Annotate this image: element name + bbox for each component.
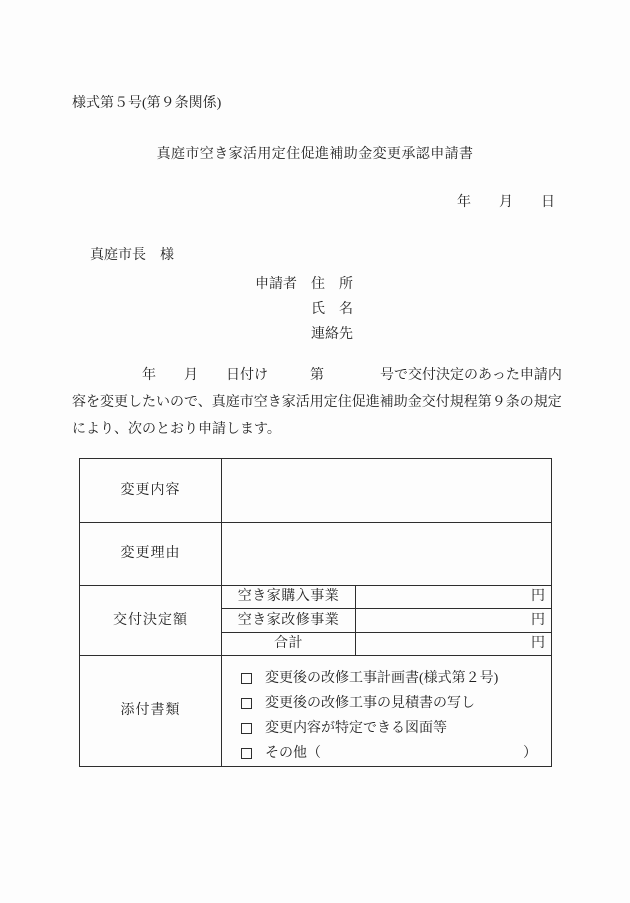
applicant-address-row <box>255 272 353 297</box>
attachment-other-close-paren: ） <box>523 745 537 761</box>
applicant-contact-field: 連絡先 <box>311 326 353 342</box>
grant-row-purchase <box>222 586 551 608</box>
application-table <box>79 458 552 767</box>
grant-decision-subtable <box>222 586 551 655</box>
applicant-contact-row <box>255 322 353 347</box>
applicant-name-row <box>255 297 353 322</box>
attachment-item-row <box>241 716 539 741</box>
table-row-change-content <box>80 459 551 522</box>
grant-item-total-label: 合計 <box>222 633 356 655</box>
checkbox-icon[interactable] <box>241 723 252 734</box>
applicant-section <box>255 272 353 347</box>
applicant-name-field: 氏 名 <box>311 301 353 317</box>
yen-unit-label: 円 <box>531 612 545 628</box>
grant-purchase-amount-cell <box>356 586 551 608</box>
date-line: 年 月 日 <box>457 195 555 210</box>
grant-item-purchase-label: 空き家購入事業 <box>222 586 356 608</box>
grant-purchase-amount-field[interactable] <box>362 586 531 608</box>
attachment-other-row <box>241 741 539 766</box>
grant-total-amount-field[interactable] <box>362 633 531 655</box>
attachment-item-label: 変更後の改修工事の見積書の写し <box>265 695 475 711</box>
grant-row-renovation <box>222 608 551 631</box>
body-line-3: により、次のとおり申請します。 <box>72 421 281 437</box>
attachment-item-label: 変更内容が特定できる図面等 <box>265 720 447 736</box>
attachments-checklist <box>222 656 551 766</box>
application-body <box>72 362 566 443</box>
body-line-1: 年 月 日付け 第 号で交付決定のあった申請内 <box>72 367 562 383</box>
page-title: 真庭市空き家活用定住促進補助金変更承認申請書 <box>156 147 474 162</box>
table-row-attachments <box>80 655 551 766</box>
applicant-label: 申請者 <box>255 276 297 292</box>
table-row-grant-decision <box>80 585 551 655</box>
grant-item-renovation-label: 空き家改修事業 <box>222 609 356 631</box>
grant-decision-label: 交付決定額 <box>80 586 222 655</box>
body-line-2: 容を変更したいので、真庭市空き家活用定住促進補助金交付規程第９条の規定 <box>72 394 562 410</box>
change-reason-field[interactable] <box>222 523 551 585</box>
checkbox-icon[interactable] <box>241 748 252 759</box>
checkbox-icon[interactable] <box>241 698 252 709</box>
applicant-address-field: 住 所 <box>311 276 353 292</box>
attachment-item-row <box>241 691 539 716</box>
grant-renovation-amount-field[interactable] <box>362 609 531 631</box>
attachment-item-row <box>241 666 539 691</box>
attachment-other-label: その他（ <box>265 745 321 761</box>
table-row-change-reason <box>80 522 551 585</box>
change-reason-label: 変更理由 <box>80 523 222 585</box>
addressee: 真庭市長 様 <box>90 248 174 263</box>
change-content-field[interactable] <box>222 459 551 522</box>
grant-row-total <box>222 632 551 655</box>
yen-unit-label: 円 <box>531 589 545 605</box>
change-content-label: 変更内容 <box>80 459 222 522</box>
grant-total-amount-cell <box>356 633 551 655</box>
checkbox-icon[interactable] <box>241 673 252 684</box>
yen-unit-label: 円 <box>531 635 545 651</box>
attachments-label: 添付書類 <box>80 656 222 766</box>
grant-renovation-amount-cell <box>356 609 551 631</box>
form-number: 様式第５号(第９条関係) <box>72 96 222 111</box>
attachment-item-label: 変更後の改修工事計画書(様式第２号) <box>265 670 499 686</box>
